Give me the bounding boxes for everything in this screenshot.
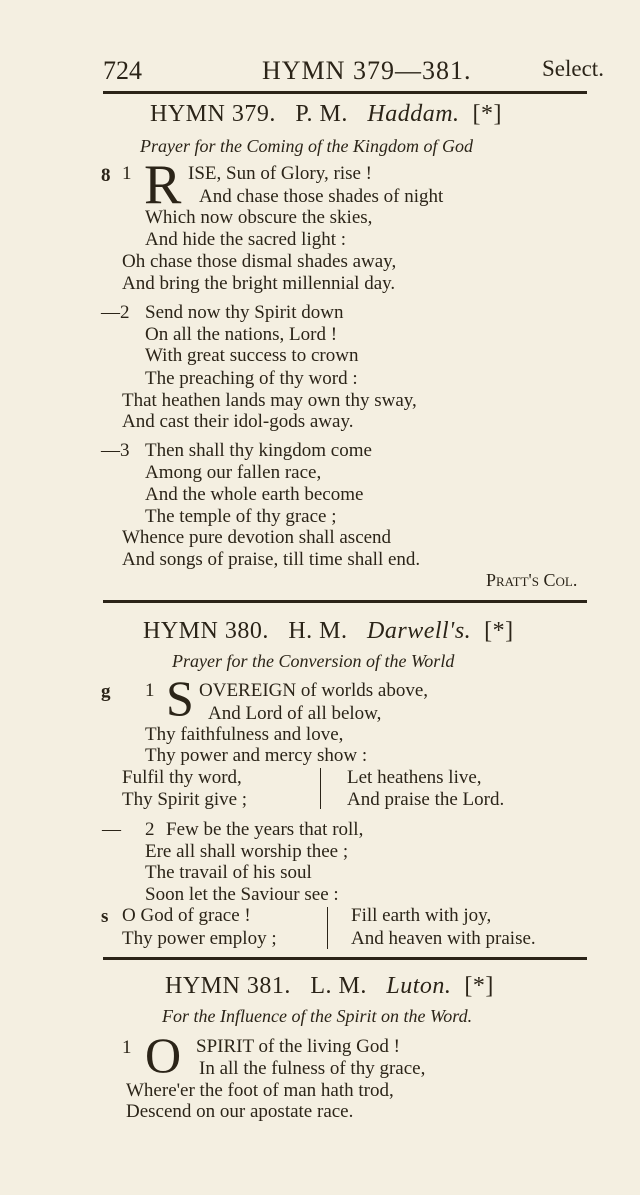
- hymn-379-v3-mark: —3: [101, 440, 130, 461]
- split-bar: [327, 907, 328, 949]
- hymn-381-drop-cap: O: [145, 1027, 182, 1083]
- hymn-379-line: Send now thy Spirit down: [145, 302, 344, 323]
- hymn-380-v1-num: 1: [145, 680, 155, 701]
- hymn-379-line: Oh chase those dismal shades away,: [122, 251, 397, 272]
- section-rule: [103, 600, 587, 603]
- hymn-380-line: Few be the years that roll,: [166, 819, 364, 840]
- page-number: 724: [103, 56, 142, 85]
- hymn-379-number: HYMN 379.: [150, 101, 276, 127]
- hymn-380-split-left: Thy power employ ;: [122, 928, 277, 949]
- hymn-380-title: [143, 618, 514, 645]
- hymn-379-line: And bring the bright millennial day.: [122, 273, 396, 294]
- hymn-379-line: Whence pure devotion shall ascend: [122, 527, 392, 548]
- hymn-381-line: SPIRIT of the living God !: [196, 1036, 400, 1057]
- hymn-379-line: And songs of praise, till time shall end.: [122, 549, 421, 570]
- hymn-379-tune: Haddam.: [367, 101, 460, 127]
- hymn-379-line: And cast their idol-gods away.: [122, 411, 354, 432]
- hymn-379-line: That heathen lands may own thy sway,: [122, 390, 417, 411]
- hymn-381-line: In all the fulness of thy grace,: [199, 1058, 426, 1079]
- hymn-380-split-left: Thy Spirit give ;: [122, 789, 248, 810]
- hymn-381-v1-num: 1: [122, 1037, 132, 1058]
- hymn-379-v2-mark: —2: [101, 302, 130, 323]
- hymn-379-v1-mark: 8: [101, 165, 111, 186]
- hymn-379-title: [150, 101, 502, 128]
- hymn-380-tune: Darwell's.: [367, 618, 472, 644]
- hymn-379-line: With great success to crown: [145, 345, 359, 366]
- hymn-379-line: The preaching of thy word :: [145, 368, 358, 389]
- hymn-380-line: The travail of his soul: [145, 862, 312, 883]
- split-bar: [320, 768, 321, 809]
- hymn-381-title: [165, 973, 494, 1000]
- hymn-379-drop-cap: R: [144, 154, 182, 216]
- header-rule: [103, 91, 587, 94]
- running-title: HYMN 379—381.: [262, 56, 472, 85]
- hymn-380-split-right: And praise the Lord.: [347, 789, 505, 810]
- hymn-379-line: And chase those shades of night: [199, 186, 444, 207]
- hymn-381-number: HYMN 381.: [165, 973, 291, 999]
- hymn-380-v2-num: 2: [145, 819, 155, 840]
- hymn-381-line: Where'er the foot of man hath trod,: [126, 1080, 394, 1101]
- hymn-380-line: Thy power and mercy show :: [145, 745, 368, 766]
- hymn-380-split-right: And heaven with praise.: [351, 928, 536, 949]
- section-label: Select.: [542, 56, 604, 81]
- hymn-381-meter: L. M.: [310, 973, 367, 999]
- hymn-380-line: Thy faithfulness and love,: [145, 724, 344, 745]
- hymn-380-split-left: O God of grace !: [122, 905, 251, 926]
- hymn-381-tune: Luton.: [386, 973, 452, 999]
- hymn-379-line: Among our fallen race,: [145, 462, 322, 483]
- hymn-380-v2-sub-mark: s: [101, 906, 109, 927]
- hymn-379-line: And hide the sacred light :: [145, 229, 347, 250]
- hymn-379-line: ISE, Sun of Glory, rise !: [188, 163, 372, 184]
- hymn-379-subtitle: Prayer for the Coming of the Kingdom of God: [140, 136, 473, 156]
- hymn-381-subtitle: For the Influence of the Spirit on the Word.: [162, 1006, 473, 1026]
- hymn-379-line: Then shall thy kingdom come: [145, 440, 372, 461]
- hymn-380-line: OVEREIGN of worlds above,: [199, 680, 429, 701]
- hymn-381-line: Descend on our apostate race.: [126, 1101, 354, 1122]
- hymn-380-subtitle: Prayer for the Conversion of the World: [172, 651, 455, 671]
- section-rule: [103, 957, 587, 960]
- hymn-380-v2-mark: —: [102, 819, 121, 840]
- hymn-380-line: Soon let the Saviour see :: [145, 884, 339, 905]
- hymn-379-credit: Pratt's Col.: [486, 570, 578, 590]
- hymn-379-meter: P. M.: [295, 101, 348, 127]
- hymn-379-line: On all the nations, Lord !: [145, 324, 338, 345]
- hymn-380-split-right: Let heathens live,: [347, 767, 482, 788]
- hymn-380-number: HYMN 380.: [143, 618, 269, 644]
- hymn-380-split-right: Fill earth with joy,: [351, 905, 492, 926]
- hymn-381-mark: [*]: [464, 973, 494, 999]
- hymn-380-meter: H. M.: [288, 618, 348, 644]
- hymn-380-line: And Lord of all below,: [208, 703, 382, 724]
- hymn-380-v1-mark: g: [101, 681, 111, 702]
- hymn-379-line: The temple of thy grace ;: [145, 506, 337, 527]
- hymn-379-line: Which now obscure the skies,: [145, 207, 373, 228]
- hymn-379-v1-num: 1: [122, 163, 132, 184]
- hymn-380-line: Ere all shall worship thee ;: [145, 841, 349, 862]
- hymn-380-drop-cap: S: [166, 670, 194, 726]
- hymn-380-split-left: Fulfil thy word,: [122, 767, 242, 788]
- hymn-379-line: And the whole earth become: [145, 484, 364, 505]
- hymn-380-mark: [*]: [484, 618, 514, 644]
- hymn-379-mark: [*]: [472, 101, 503, 127]
